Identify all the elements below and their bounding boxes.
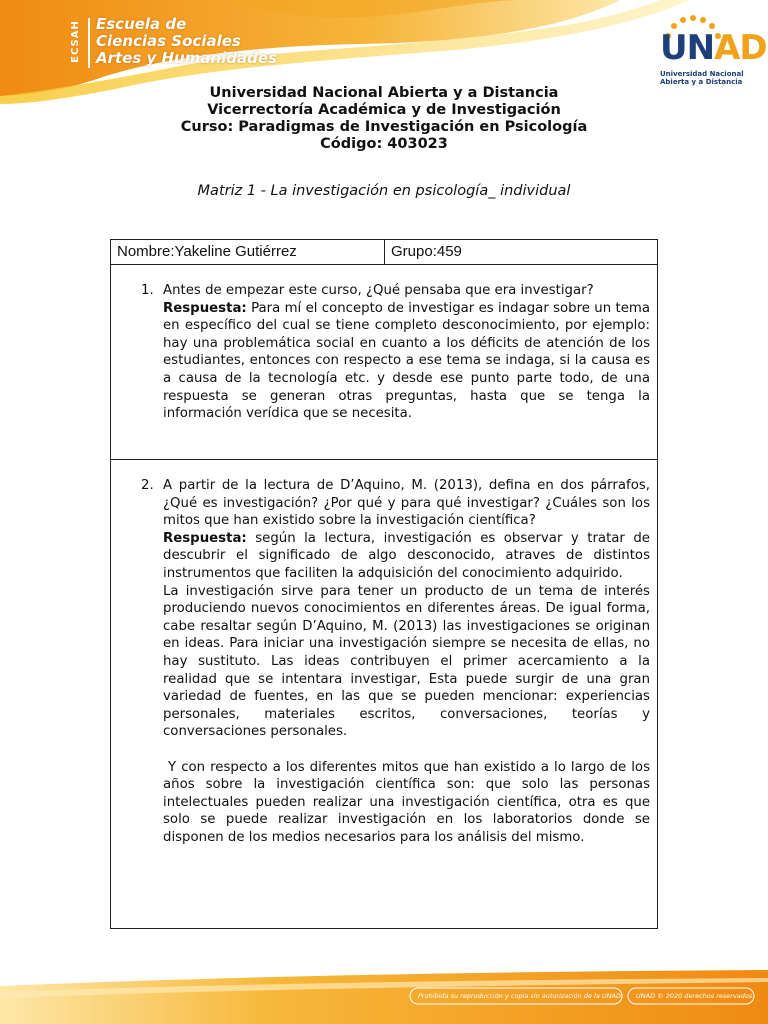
- heading-line-2: Vicerrectoría Académica y de Investigación: [207, 102, 561, 118]
- logo-subtitle: [660, 70, 755, 86]
- answer-2-label: Respuesta:: [163, 530, 247, 546]
- footer-copyright: UNAD © 2020 derechos reservados.: [636, 992, 755, 1000]
- answer-2-text-p3: Y con respecto a los diferentes mitos que han existido a lo largo de los años sobre la investigación científica son: que solo las personas intelectuales pueden realizar una investigación científica, otra es que solo se puede realizar investigación en los laboratorios donde se disponen de los medios necesarios para los análisis del mismo.: [163, 759, 655, 845]
- question-2-text: A partir de la lectura de D’Aquino, M. (2013), defina en dos párrafos, ¿Qué es investigación? ¿Por qué y para qué investigar? ¿Cuáles son los mitos que han existido sobre la investigación científica?: [163, 478, 650, 529]
- group-number: Grupo:459: [391, 243, 462, 260]
- student-name: Nombre:Yakeline Gutiérrez: [111, 240, 385, 264]
- question-1-body: [163, 282, 650, 423]
- logo-sub-line-2: Abierta y a Distancia: [660, 78, 743, 86]
- question-2-number: 2.: [141, 478, 154, 493]
- paragraph-gap: [163, 741, 650, 759]
- answer-table: [110, 239, 658, 929]
- answer-1-text: Para mí el concepto de investigar es indagar sobre un tema en específico del cual se tiene completo desconocimiento, por ejemplo: hay una problemática social en cuanto a los déficits de atención de los estudiantes, entonces con respecto a ese tema se indaga, si la causa es a causa de la tecnología etc. y desde ese punto parte todo, de una respuesta se generan otras preguntas, hasta que se tenga la información verídica que se necesita.: [163, 300, 650, 422]
- ecsah-tag: [66, 18, 90, 68]
- answer-1-label: Respuesta:: [163, 300, 247, 316]
- logo-wordmark: [660, 28, 767, 68]
- heading-line-3: Curso: Paradigmas de Investigación en Psicología: [180, 119, 588, 135]
- heading-line-4: Código: 403023: [320, 136, 448, 152]
- document-heading: [0, 85, 768, 153]
- question-1-answer: [163, 300, 650, 423]
- logo-sub-line-1: Universidad Nacional: [660, 70, 744, 78]
- school-line-1: Escuela de: [96, 15, 187, 33]
- question-2-body: [163, 477, 655, 846]
- ecsah-label: ECSAH: [69, 20, 81, 63]
- school-line-3: Artes y Humanidades: [96, 49, 278, 67]
- question-1-cell: [111, 264, 657, 460]
- question-1-text: Antes de empezar este curso, ¿Qué pensaba que era investigar?: [163, 283, 594, 298]
- heading-line-1: Universidad Nacional Abierta y a Distancia: [209, 85, 559, 101]
- question-2-cell: [111, 460, 657, 928]
- answer-2-text-p1: según la lectura, investigación es observar y tratar de descubrir el significado de algo desconocido, atraves de distintos instrumentos que faciliten la adquisición del conocimiento adquirido.: [163, 530, 650, 581]
- document-subtitle: Matriz 1 - La investigación en psicología_ individual: [197, 183, 571, 199]
- school-name: [96, 16, 316, 67]
- footer-notice: Prohibida su reproducción y copia sin autorización de la UNAD.: [418, 992, 624, 1000]
- logo-mark-main: UN: [660, 28, 715, 68]
- question-2-answer: [163, 530, 650, 583]
- answer-2-text-p2: La investigación sirve para tener un producto de un tema de interés produciendo nuevos conocimientos en diferentes áreas. De igual forma, cabe resaltar según D’Aquino, M. (2013) las investigaciones se originan en ideas. Para iniciar una investigación siempre se necesita de ellas, no hay sustituto. Las ideas contribuyen el primer acercamiento a la realidad que se intentara investigar, Esta puede surgir de una gran variedad de fuentes, en las que se pueden mencionar: experiencias personales, materiales escritos, conversaciones, teorías y conversaciones personales.: [163, 583, 650, 740]
- name-row: [111, 240, 657, 265]
- question-1-number: 1.: [141, 283, 154, 298]
- school-line-2: Ciencias Sociales: [96, 32, 241, 50]
- unad-logo: [650, 14, 767, 94]
- logo-mark-accent: AD: [714, 28, 767, 68]
